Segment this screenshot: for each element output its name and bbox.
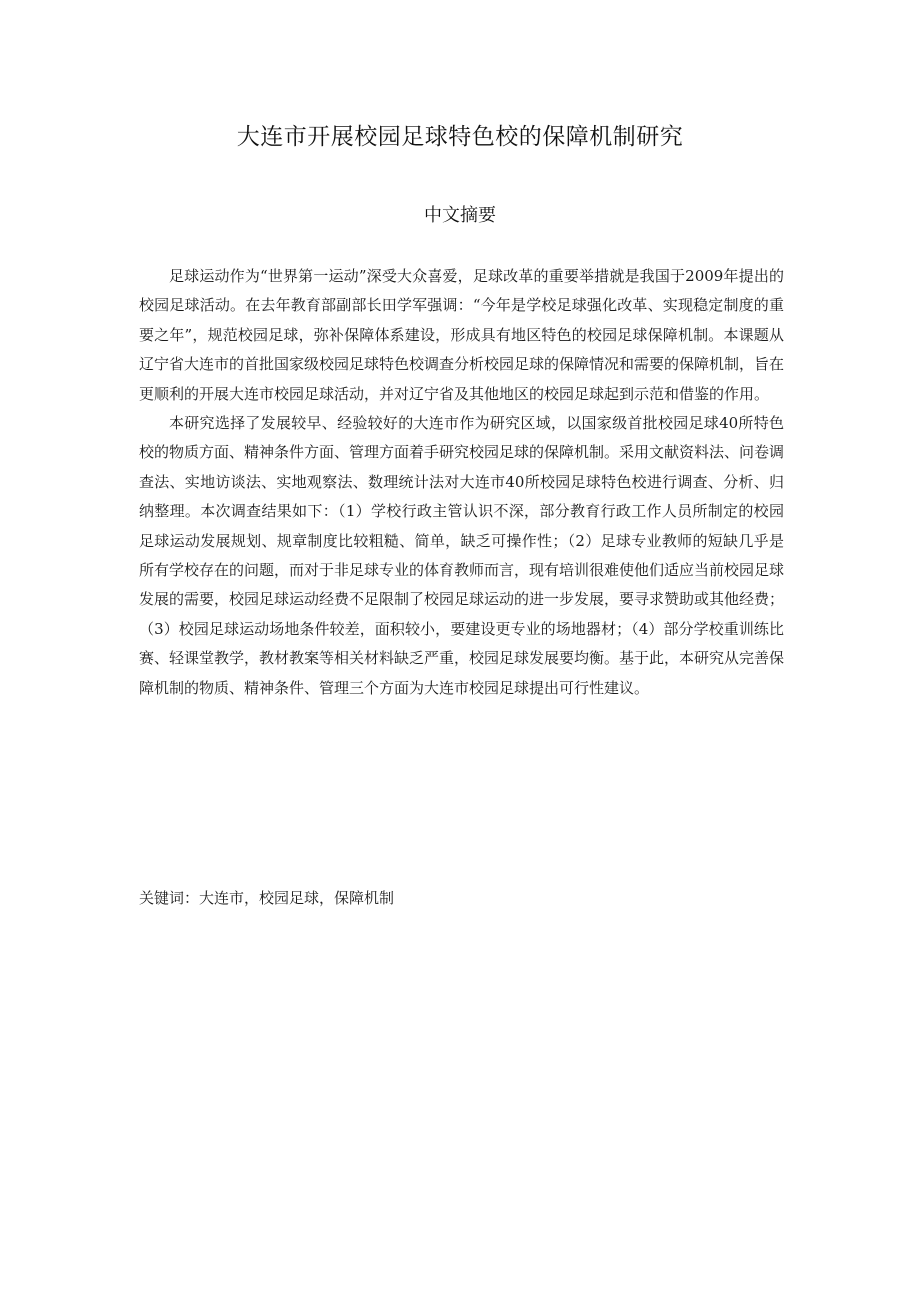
abstract-heading: 中文摘要	[424, 205, 496, 226]
document-title: 大连市开展校园足球特色校的保障机制研究	[236, 124, 684, 150]
keywords-line: 关键词：大连市，校园足球，保障机制	[139, 889, 395, 907]
abstract-body	[139, 262, 784, 703]
abstract-paragraph-2: 本研究选择了发展较早、经验较好的大连市作为研究区域，以国家级首批校园足球40所特色校的物质方面、精神条件方面、管理方面着手研究校园足球的保障机制。采用文献资料法、问卷调查法、实地访谈法、实地观察法、数理统计法对大连市40所校园足球特色校进行调查、分析、归纳整理。本次调查结果如下：（1）学校行政主管认识不深，部分教育行政工作人员所制定的校园足球运动发展规划、规章制度比较粗糙、简单，缺乏可操作性；（2）足球专业教师的短缺几乎是所有学校存在的问题，而对于非足球专业的体育教师而言，现有培训很难使他们适应当前校园足球发展的需要，校园足球运动经费不足限制了校园足球运动的进一步发展，要寻求赞助或其他经费；（3）校园足球运动场地条件较差，面积较小，要建设更专业的场地器材；（4）部分学校重训练比赛、轻课堂教学，教材教案等相关材料缺乏严重，校园足球发展要均衡。基于此，本研究从完善保障机制的物质、精神条件、管理三个方面为大连市校园足球提出可行性建议。	[139, 414, 785, 697]
abstract-paragraph-1: 足球运动作为“世界第一运动”深受大众喜爱，足球改革的重要举措就是我国于2009年提出的校园足球活动。在去年教育部副部长田学军强调：“今年是学校足球强化改革、实现稳定制度的重要之年”，规范校园足球，弥补保障体系建设，形成具有地区特色的校园足球保障机制。本课题从辽宁省大连市的首批国家级校园足球特色校调查分析校园足球的保障情况和需要的保障机制，旨在更顺利的开展大连市校园足球活动，并对辽宁省及其他地区的校园足球起到示范和借鉴的作用。	[139, 267, 785, 403]
